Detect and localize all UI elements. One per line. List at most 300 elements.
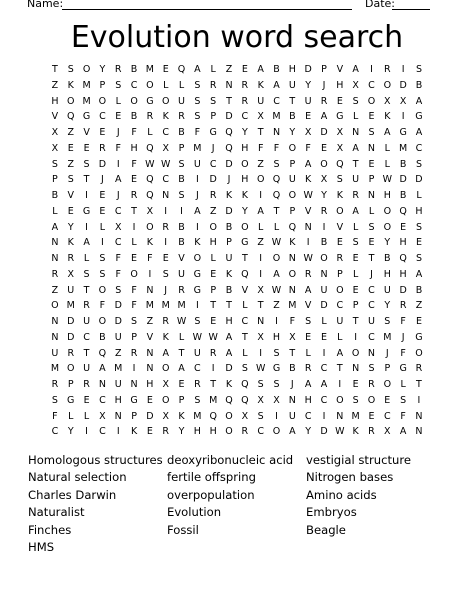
grid-cell[interactable]: L bbox=[353, 268, 359, 280]
grid-cell[interactable]: A bbox=[352, 64, 359, 75]
grid-cell[interactable]: I bbox=[195, 300, 199, 312]
grid-cell[interactable]: X bbox=[384, 95, 391, 107]
grid-cell[interactable]: R bbox=[241, 79, 249, 91]
grid-cell[interactable]: S bbox=[352, 394, 359, 406]
grid-cell[interactable]: T bbox=[352, 316, 359, 327]
grid-cell[interactable]: S bbox=[178, 158, 185, 170]
grid-cell[interactable]: G bbox=[415, 331, 423, 343]
grid-cell[interactable]: R bbox=[320, 205, 328, 217]
grid-cell[interactable]: I bbox=[322, 410, 326, 422]
grid-cell[interactable]: U bbox=[114, 331, 122, 343]
grid-cell[interactable]: X bbox=[257, 394, 264, 406]
grid-cell[interactable]: E bbox=[320, 142, 327, 154]
grid-cell[interactable]: T bbox=[83, 284, 90, 296]
grid-cell[interactable]: O bbox=[98, 316, 107, 327]
grid-cell[interactable]: R bbox=[336, 253, 344, 264]
grid-cell[interactable]: Q bbox=[288, 221, 297, 233]
grid-cell[interactable]: H bbox=[336, 79, 344, 91]
grid-cell[interactable]: S bbox=[257, 379, 264, 390]
grid-cell[interactable]: H bbox=[383, 190, 391, 201]
grid-cell[interactable]: S bbox=[194, 111, 201, 123]
grid-cell[interactable]: O bbox=[320, 158, 328, 170]
grid-cell[interactable]: R bbox=[162, 426, 170, 438]
grid-cell[interactable]: X bbox=[257, 111, 264, 123]
grid-cell[interactable]: C bbox=[51, 426, 59, 438]
grid-cell[interactable]: U bbox=[288, 79, 296, 91]
grid-cell[interactable]: Y bbox=[241, 127, 248, 138]
grid-cell[interactable]: U bbox=[114, 379, 122, 390]
grid-cell[interactable]: A bbox=[114, 174, 122, 186]
grid-cell[interactable]: E bbox=[305, 331, 312, 343]
grid-cell[interactable]: R bbox=[368, 426, 375, 438]
grid-cell[interactable]: S bbox=[194, 316, 201, 327]
grid-cell[interactable]: V bbox=[336, 221, 344, 233]
grid-cell[interactable]: L bbox=[384, 158, 390, 170]
grid-cell[interactable]: C bbox=[83, 331, 90, 343]
grid-cell[interactable]: V bbox=[83, 127, 90, 138]
grid-cell[interactable]: F bbox=[257, 142, 264, 154]
grid-cell[interactable]: U bbox=[178, 268, 186, 280]
grid-cell[interactable]: Q bbox=[225, 127, 233, 138]
grid-cell[interactable]: C bbox=[114, 237, 122, 249]
grid-cell[interactable]: W bbox=[303, 190, 313, 201]
grid-cell[interactable]: C bbox=[304, 410, 312, 422]
grid-cell[interactable]: A bbox=[273, 79, 280, 91]
grid-cell[interactable]: P bbox=[67, 379, 74, 390]
grid-cell[interactable]: S bbox=[115, 284, 122, 296]
grid-cell[interactable]: T bbox=[226, 300, 232, 312]
grid-cell[interactable]: A bbox=[257, 64, 264, 75]
grid-cell[interactable]: O bbox=[67, 363, 75, 375]
grid-cell[interactable]: I bbox=[275, 316, 278, 327]
grid-cell[interactable]: D bbox=[320, 300, 328, 312]
grid-cell[interactable]: O bbox=[383, 205, 392, 217]
grid-cell[interactable]: O bbox=[161, 394, 170, 406]
grid-cell[interactable]: S bbox=[368, 221, 375, 233]
grid-cell[interactable]: H bbox=[241, 142, 249, 154]
grid-cell[interactable]: Y bbox=[289, 127, 296, 138]
grid-cell[interactable]: P bbox=[289, 158, 296, 170]
grid-cell[interactable]: B bbox=[178, 237, 185, 249]
grid-cell[interactable]: Z bbox=[257, 158, 264, 170]
grid-cell[interactable]: S bbox=[273, 347, 280, 359]
grid-cell[interactable]: C bbox=[241, 111, 249, 123]
grid-cell[interactable]: R bbox=[241, 426, 249, 438]
grid-cell[interactable]: W bbox=[255, 363, 266, 375]
grid-cell[interactable]: D bbox=[225, 158, 233, 170]
grid-cell[interactable]: J bbox=[195, 190, 199, 201]
grid-cell[interactable]: N bbox=[415, 426, 423, 438]
grid-cell[interactable]: A bbox=[415, 268, 423, 280]
grid-cell[interactable]: I bbox=[417, 394, 421, 406]
grid-cell[interactable]: P bbox=[289, 205, 296, 217]
grid-cell[interactable]: K bbox=[305, 174, 312, 186]
grid-cell[interactable]: L bbox=[147, 127, 153, 138]
grid-cell[interactable]: K bbox=[352, 426, 359, 438]
name-field[interactable] bbox=[62, 9, 352, 10]
grid-cell[interactable]: T bbox=[289, 347, 296, 359]
grid-cell[interactable]: A bbox=[352, 142, 359, 154]
grid-cell[interactable]: T bbox=[83, 174, 90, 186]
grid-cell[interactable]: G bbox=[241, 237, 249, 249]
grid-cell[interactable]: E bbox=[352, 253, 359, 264]
grid-cell[interactable]: S bbox=[400, 394, 407, 406]
grid-cell[interactable]: F bbox=[400, 347, 406, 359]
grid-cell[interactable]: S bbox=[51, 158, 58, 170]
grid-cell[interactable]: M bbox=[145, 300, 154, 312]
grid-cell[interactable]: I bbox=[211, 363, 215, 375]
grid-cell[interactable]: E bbox=[305, 111, 312, 123]
grid-cell[interactable]: A bbox=[99, 363, 106, 375]
grid-cell[interactable]: W bbox=[271, 284, 282, 296]
grid-cell[interactable]: Y bbox=[67, 426, 74, 438]
grid-cell[interactable]: A bbox=[178, 363, 185, 375]
grid-cell[interactable]: L bbox=[384, 142, 390, 154]
grid-cell[interactable]: E bbox=[352, 284, 359, 296]
grid-cell[interactable]: R bbox=[130, 347, 138, 359]
grid-cell[interactable]: A bbox=[415, 95, 423, 107]
grid-cell[interactable]: G bbox=[193, 268, 202, 280]
grid-cell[interactable]: B bbox=[130, 111, 138, 123]
grid-cell[interactable]: E bbox=[83, 142, 90, 154]
grid-cell[interactable]: N bbox=[146, 363, 154, 375]
grid-cell[interactable]: M bbox=[145, 64, 154, 75]
grid-cell[interactable]: E bbox=[162, 64, 169, 75]
grid-cell[interactable]: A bbox=[289, 426, 296, 438]
grid-cell[interactable]: M bbox=[66, 300, 75, 312]
grid-cell[interactable]: C bbox=[336, 300, 344, 312]
grid-cell[interactable]: E bbox=[352, 379, 359, 390]
grid-cell[interactable]: B bbox=[415, 79, 423, 91]
grid-cell[interactable]: E bbox=[241, 64, 248, 75]
grid-cell[interactable]: I bbox=[259, 347, 263, 359]
grid-cell[interactable]: C bbox=[99, 426, 106, 438]
grid-cell[interactable]: W bbox=[382, 174, 392, 186]
grid-cell[interactable]: K bbox=[225, 268, 233, 280]
grid-cell[interactable]: P bbox=[210, 284, 217, 296]
grid-cell[interactable]: B bbox=[178, 127, 185, 138]
grid-cell[interactable]: Q bbox=[146, 142, 154, 154]
grid-cell[interactable]: M bbox=[288, 300, 297, 312]
grid-cell[interactable]: E bbox=[67, 142, 74, 154]
grid-cell[interactable]: D bbox=[415, 174, 423, 186]
grid-cell[interactable]: Y bbox=[384, 237, 391, 249]
grid-cell[interactable]: U bbox=[257, 95, 265, 107]
grid-cell[interactable]: R bbox=[178, 284, 185, 296]
grid-cell[interactable]: I bbox=[85, 190, 88, 201]
grid-cell[interactable]: N bbox=[288, 394, 296, 406]
grid-cell[interactable]: L bbox=[305, 347, 311, 359]
grid-cell[interactable]: T bbox=[226, 95, 232, 107]
grid-cell[interactable]: E bbox=[146, 394, 153, 406]
grid-cell[interactable]: C bbox=[114, 205, 122, 217]
grid-cell[interactable]: G bbox=[399, 363, 407, 375]
grid-cell[interactable]: U bbox=[304, 95, 312, 107]
grid-cell[interactable]: K bbox=[162, 111, 169, 123]
grid-cell[interactable]: D bbox=[399, 174, 407, 186]
grid-cell[interactable]: N bbox=[51, 316, 59, 327]
grid-cell[interactable]: R bbox=[320, 95, 328, 107]
grid-cell[interactable]: E bbox=[162, 253, 169, 264]
grid-cell[interactable]: C bbox=[162, 174, 170, 186]
grid-cell[interactable]: R bbox=[384, 64, 391, 75]
grid-cell[interactable]: O bbox=[415, 347, 423, 359]
grid-cell[interactable]: A bbox=[194, 64, 201, 75]
grid-cell[interactable]: L bbox=[353, 111, 359, 123]
grid-cell[interactable]: A bbox=[273, 268, 280, 280]
grid-cell[interactable]: L bbox=[99, 221, 106, 233]
grid-cell[interactable]: R bbox=[51, 379, 59, 390]
grid-cell[interactable]: I bbox=[401, 111, 405, 123]
grid-cell[interactable]: C bbox=[99, 111, 106, 123]
grid-cell[interactable]: W bbox=[161, 158, 171, 170]
grid-cell[interactable]: X bbox=[304, 127, 312, 138]
grid-cell[interactable]: D bbox=[304, 64, 312, 75]
grid-cell[interactable]: Q bbox=[209, 410, 217, 422]
grid-cell[interactable]: D bbox=[225, 205, 233, 217]
grid-cell[interactable]: S bbox=[131, 316, 138, 327]
grid-cell[interactable]: C bbox=[415, 142, 423, 154]
grid-cell[interactable]: N bbox=[367, 142, 376, 154]
grid-cell[interactable]: B bbox=[415, 284, 423, 296]
grid-cell[interactable]: Q bbox=[241, 394, 249, 406]
grid-cell[interactable]: Y bbox=[384, 300, 391, 312]
grid-cell[interactable]: V bbox=[304, 300, 312, 312]
grid-cell[interactable]: P bbox=[178, 142, 185, 154]
grid-cell[interactable]: I bbox=[338, 379, 342, 390]
grid-cell[interactable]: R bbox=[162, 221, 170, 233]
grid-cell[interactable]: E bbox=[83, 394, 90, 406]
grid-cell[interactable]: X bbox=[162, 410, 169, 422]
grid-cell[interactable]: R bbox=[67, 253, 75, 264]
grid-cell[interactable]: O bbox=[336, 394, 344, 406]
grid-cell[interactable]: X bbox=[384, 426, 391, 438]
grid-cell[interactable]: N bbox=[98, 379, 106, 390]
grid-cell[interactable]: B bbox=[225, 284, 233, 296]
grid-cell[interactable]: S bbox=[368, 363, 375, 375]
grid-cell[interactable]: M bbox=[161, 300, 170, 312]
grid-cell[interactable]: Q bbox=[146, 174, 154, 186]
grid-cell[interactable]: N bbox=[225, 79, 233, 91]
grid-cell[interactable]: T bbox=[368, 253, 375, 264]
grid-cell[interactable]: S bbox=[273, 158, 280, 170]
grid-cell[interactable]: I bbox=[132, 363, 136, 375]
grid-cell[interactable]: L bbox=[337, 331, 343, 343]
grid-cell[interactable]: F bbox=[131, 284, 137, 296]
grid-cell[interactable]: I bbox=[116, 158, 120, 170]
grid-cell[interactable]: S bbox=[99, 268, 106, 280]
grid-cell[interactable]: I bbox=[195, 174, 199, 186]
grid-cell[interactable]: P bbox=[210, 111, 217, 123]
grid-cell[interactable]: O bbox=[288, 190, 297, 201]
grid-cell[interactable]: W bbox=[303, 253, 313, 264]
grid-cell[interactable]: X bbox=[273, 394, 280, 406]
grid-cell[interactable]: L bbox=[83, 410, 90, 422]
grid-cell[interactable]: I bbox=[164, 205, 168, 217]
grid-cell[interactable]: G bbox=[209, 127, 217, 138]
grid-cell[interactable]: K bbox=[225, 379, 233, 390]
grid-cell[interactable]: I bbox=[401, 64, 405, 75]
grid-cell[interactable]: R bbox=[99, 142, 106, 154]
grid-cell[interactable]: O bbox=[383, 379, 392, 390]
grid-cell[interactable]: G bbox=[82, 111, 91, 123]
grid-cell[interactable]: X bbox=[336, 127, 344, 138]
grid-cell[interactable]: O bbox=[241, 158, 249, 170]
grid-cell[interactable]: A bbox=[257, 205, 264, 217]
grid-cell[interactable]: O bbox=[130, 95, 138, 107]
grid-cell[interactable]: V bbox=[67, 190, 74, 201]
grid-cell[interactable]: N bbox=[367, 190, 376, 201]
grid-cell[interactable]: H bbox=[114, 394, 122, 406]
grid-cell[interactable]: H bbox=[51, 95, 59, 107]
grid-cell[interactable]: O bbox=[320, 253, 328, 264]
grid-cell[interactable]: O bbox=[193, 253, 202, 264]
grid-cell[interactable]: Q bbox=[241, 268, 249, 280]
grid-cell[interactable]: C bbox=[320, 363, 328, 375]
grid-cell[interactable]: D bbox=[399, 284, 407, 296]
grid-cell[interactable]: X bbox=[320, 174, 328, 186]
grid-cell[interactable]: R bbox=[209, 190, 217, 201]
grid-cell[interactable]: U bbox=[367, 316, 375, 327]
grid-cell[interactable]: K bbox=[225, 190, 233, 201]
grid-cell[interactable]: R bbox=[162, 316, 170, 327]
grid-cell[interactable]: V bbox=[178, 253, 185, 264]
grid-cell[interactable]: G bbox=[193, 284, 202, 296]
grid-cell[interactable]: L bbox=[83, 253, 90, 264]
grid-cell[interactable]: K bbox=[178, 410, 185, 422]
grid-cell[interactable]: J bbox=[370, 268, 373, 280]
grid-cell[interactable]: C bbox=[194, 363, 201, 375]
grid-cell[interactable]: I bbox=[116, 426, 120, 438]
grid-cell[interactable]: I bbox=[370, 64, 373, 75]
grid-cell[interactable]: S bbox=[115, 79, 122, 91]
grid-cell[interactable]: P bbox=[178, 394, 185, 406]
grid-cell[interactable]: Z bbox=[67, 158, 74, 170]
grid-cell[interactable]: H bbox=[272, 331, 281, 343]
grid-cell[interactable]: Q bbox=[272, 174, 281, 186]
grid-cell[interactable]: O bbox=[225, 410, 233, 422]
grid-cell[interactable]: G bbox=[130, 394, 138, 406]
grid-cell[interactable]: V bbox=[51, 111, 59, 123]
grid-cell[interactable]: I bbox=[85, 221, 88, 233]
grid-cell[interactable]: O bbox=[288, 268, 297, 280]
grid-cell[interactable]: S bbox=[415, 221, 422, 233]
grid-cell[interactable]: A bbox=[320, 379, 328, 390]
grid-cell[interactable]: A bbox=[336, 347, 344, 359]
grid-cell[interactable]: J bbox=[322, 79, 326, 91]
grid-cell[interactable]: I bbox=[148, 268, 152, 280]
grid-cell[interactable]: R bbox=[241, 95, 249, 107]
grid-cell[interactable]: F bbox=[147, 253, 153, 264]
grid-cell[interactable]: K bbox=[194, 237, 201, 249]
grid-cell[interactable]: W bbox=[145, 158, 155, 170]
grid-cell[interactable]: R bbox=[352, 190, 359, 201]
grid-cell[interactable]: E bbox=[368, 158, 375, 170]
grid-cell[interactable]: H bbox=[399, 237, 407, 249]
grid-cell[interactable]: S bbox=[178, 190, 185, 201]
grid-cell[interactable]: T bbox=[210, 300, 217, 312]
grid-cell[interactable]: R bbox=[146, 111, 154, 123]
grid-cell[interactable]: O bbox=[98, 95, 107, 107]
grid-cell[interactable]: O bbox=[146, 221, 154, 233]
grid-cell[interactable]: Z bbox=[273, 300, 280, 312]
grid-cell[interactable]: P bbox=[352, 300, 359, 312]
grid-cell[interactable]: K bbox=[384, 111, 391, 123]
grid-cell[interactable]: H bbox=[130, 142, 138, 154]
grid-cell[interactable]: E bbox=[99, 205, 106, 217]
grid-cell[interactable]: F bbox=[115, 253, 121, 264]
grid-cell[interactable]: S bbox=[83, 158, 90, 170]
grid-cell[interactable]: K bbox=[257, 79, 264, 91]
grid-cell[interactable]: O bbox=[130, 268, 138, 280]
grid-cell[interactable]: A bbox=[194, 205, 201, 217]
grid-cell[interactable]: L bbox=[52, 205, 58, 217]
grid-cell[interactable]: A bbox=[320, 111, 328, 123]
grid-cell[interactable]: E bbox=[368, 410, 375, 422]
grid-cell[interactable]: E bbox=[99, 127, 106, 138]
grid-cell[interactable]: O bbox=[272, 253, 281, 264]
grid-cell[interactable]: Y bbox=[178, 426, 185, 438]
grid-cell[interactable]: I bbox=[259, 268, 263, 280]
grid-cell[interactable]: A bbox=[352, 205, 359, 217]
grid-cell[interactable]: K bbox=[162, 331, 169, 343]
grid-cell[interactable]: H bbox=[241, 174, 249, 186]
grid-cell[interactable]: B bbox=[51, 190, 59, 201]
grid-cell[interactable]: V bbox=[146, 331, 154, 343]
grid-cell[interactable]: B bbox=[99, 331, 106, 343]
grid-cell[interactable]: D bbox=[320, 127, 328, 138]
grid-cell[interactable]: U bbox=[51, 347, 59, 359]
grid-cell[interactable]: S bbox=[83, 268, 90, 280]
grid-cell[interactable]: T bbox=[273, 205, 280, 217]
grid-cell[interactable]: S bbox=[273, 379, 280, 390]
grid-cell[interactable]: O bbox=[225, 426, 233, 438]
grid-cell[interactable]: R bbox=[304, 363, 312, 375]
grid-cell[interactable]: I bbox=[306, 237, 310, 249]
grid-cell[interactable]: H bbox=[415, 205, 423, 217]
grid-cell[interactable]: Z bbox=[146, 316, 154, 327]
grid-cell[interactable]: O bbox=[82, 64, 91, 75]
grid-cell[interactable]: O bbox=[209, 221, 217, 233]
grid-cell[interactable]: R bbox=[368, 379, 375, 390]
grid-cell[interactable]: Z bbox=[51, 284, 59, 296]
grid-cell[interactable]: U bbox=[383, 284, 391, 296]
grid-cell[interactable]: P bbox=[336, 268, 343, 280]
grid-cell[interactable]: S bbox=[415, 64, 422, 75]
grid-cell[interactable]: L bbox=[242, 347, 248, 359]
grid-cell[interactable]: C bbox=[368, 331, 375, 343]
grid-cell[interactable]: J bbox=[164, 284, 168, 296]
grid-cell[interactable]: M bbox=[209, 394, 218, 406]
grid-cell[interactable]: S bbox=[384, 316, 391, 327]
grid-cell[interactable]: L bbox=[178, 331, 185, 343]
grid-cell[interactable]: O bbox=[336, 284, 344, 296]
grid-cell[interactable]: P bbox=[226, 237, 232, 249]
grid-cell[interactable]: A bbox=[304, 284, 312, 296]
grid-cell[interactable]: N bbox=[288, 253, 296, 264]
grid-cell[interactable]: G bbox=[415, 111, 423, 123]
grid-cell[interactable]: A bbox=[225, 331, 233, 343]
grid-cell[interactable]: O bbox=[98, 284, 107, 296]
grid-cell[interactable]: S bbox=[352, 95, 359, 107]
grid-cell[interactable]: S bbox=[194, 79, 201, 91]
grid-cell[interactable]: I bbox=[100, 237, 104, 249]
grid-cell[interactable]: K bbox=[67, 237, 74, 249]
grid-cell[interactable]: O bbox=[367, 95, 376, 107]
grid-cell[interactable]: P bbox=[99, 79, 106, 91]
grid-cell[interactable]: Z bbox=[114, 347, 122, 359]
grid-cell[interactable]: T bbox=[210, 379, 217, 390]
